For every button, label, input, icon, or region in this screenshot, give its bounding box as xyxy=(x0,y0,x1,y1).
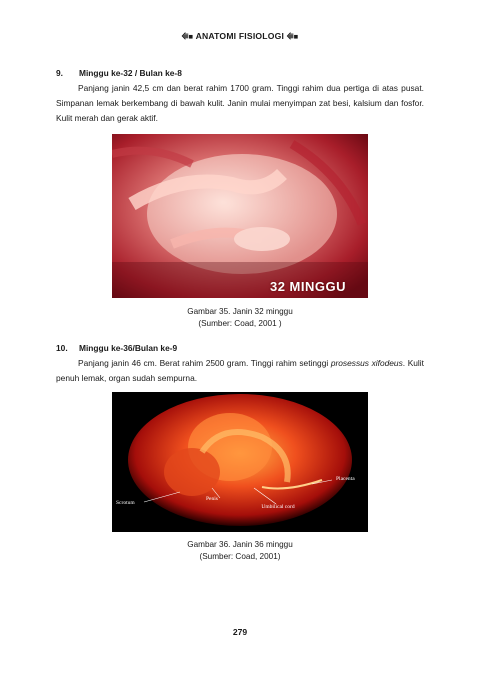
annotation-scrotum: Scrotum xyxy=(116,500,135,506)
body-text: . Kulit penuh lemak, organ sudah sempurna. xyxy=(56,358,424,383)
annotation-placenta: Placenta xyxy=(336,476,355,482)
caption-source: (Sumber: Coad, 2001) xyxy=(199,551,281,561)
header-marker-right: ⭅■ xyxy=(286,32,299,41)
section-title: Minggu ke-32 / Bulan ke-8 xyxy=(79,68,182,78)
running-header xyxy=(0,31,480,42)
caption-title: Gambar 35. Janin 32 minggu xyxy=(187,307,293,316)
section-number: 9. xyxy=(56,68,63,78)
header-title: ANATOMI FISIOLOGI xyxy=(195,31,285,41)
section-title: Minggu ke-36/Bulan ke-9 xyxy=(79,343,178,353)
section-body: Panjang janin 42,5 cm dan berat rahim 1700 gram. Tinggi rahim dua pertiga di atas pusat. Simpanan lemak berkembang di bawah kulit. Janin mulai menyimpan zat besi, kalsium dan fosfor. Kulit merah dan gerak aktif. xyxy=(56,83,424,123)
figure-35-caption xyxy=(0,306,480,329)
caption-title: Gambar 36. Janin 36 minggu xyxy=(187,540,293,549)
section-week-32 xyxy=(56,66,424,126)
body-text: Panjang janin 46 cm. Berat rahim 2500 gram. Tinggi rahim setinggi xyxy=(78,358,331,368)
figure-label: 32 MINGGU xyxy=(269,279,346,294)
fetus-32-weeks-image xyxy=(112,134,368,298)
header-marker-left: ⭅■ xyxy=(181,32,194,41)
section-number: 10. xyxy=(56,343,68,353)
annotation-umbilical-cord: Umbilical cord xyxy=(261,504,295,510)
page-number: 279 xyxy=(232,627,248,637)
figure-36-caption xyxy=(0,539,480,562)
annotation-penis: Penis xyxy=(206,496,218,502)
section-heading xyxy=(56,66,424,81)
figure-fetus-36-weeks xyxy=(112,392,368,532)
caption-source: (Sumber: Coad, 2001 ) xyxy=(198,318,282,328)
section-body xyxy=(56,356,424,386)
section-heading xyxy=(56,341,424,356)
body-italic-term: prosessus xifodeus xyxy=(330,358,403,368)
section-week-36 xyxy=(56,341,424,386)
figure-fetus-32-weeks xyxy=(112,134,368,298)
fetus-36-weeks-image xyxy=(112,392,368,532)
